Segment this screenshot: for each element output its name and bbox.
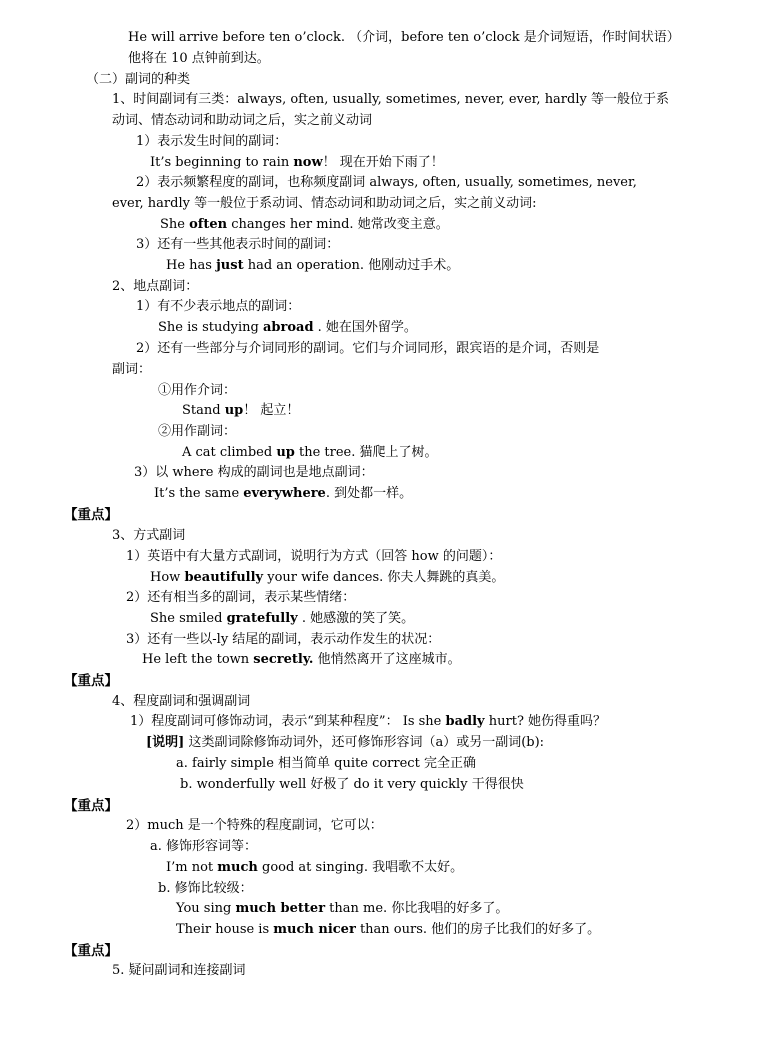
text-line — [182, 401, 299, 421]
text-segment: She — [160, 217, 190, 232]
text-segment: your wife dances. 你夫人舞跳的真美。 — [263, 570, 505, 585]
text-segment: 【重点】 — [64, 507, 118, 523]
text-segment: than ours. 他们的房子比我们的好多了。 — [355, 922, 601, 937]
text-segment: hurt? 她伤得重吗？ — [484, 714, 607, 729]
bold-word: up — [224, 403, 244, 418]
text-segment: I’m not — [166, 860, 218, 875]
text-segment: She smiled — [150, 611, 227, 626]
text-line — [136, 132, 287, 152]
text-segment: 【重点】 — [64, 943, 118, 959]
text-segment: 1）英语中有大量方式副词，说明行为方式（回答 how 的问题）： — [126, 549, 502, 564]
key-point-marker — [64, 941, 118, 961]
text-segment: 3、方式副词 — [112, 528, 186, 543]
text-segment: ever, hardly 等一般位于系动词、情态动词和助动词之后，实之前义动词: — [112, 196, 537, 211]
text-line — [126, 588, 355, 608]
text-segment: She is studying — [158, 320, 263, 335]
text-segment: 【重点】 — [64, 798, 118, 814]
text-line — [150, 153, 444, 173]
text-line — [136, 173, 637, 193]
text-line — [136, 297, 300, 317]
text-line — [158, 422, 236, 442]
text-segment: He left the town — [142, 652, 254, 667]
text-segment: 5. 疑问副词和连接副词 — [112, 963, 246, 978]
text-segment: 3）还有一些以-ly 结尾的副词，表示动作发生的状况： — [126, 632, 441, 647]
text-segment: b. 修饰比较级： — [158, 881, 253, 896]
text-line — [176, 754, 476, 774]
text-segment: 2）表示频繁程度的副词，也称频度副词 always, often, usually, sometimes, never, — [136, 175, 637, 190]
bold-word: abroad — [262, 320, 314, 335]
text-line — [180, 775, 524, 795]
text-line — [128, 49, 270, 69]
text-segment: 1）表示发生时间的副词： — [136, 134, 288, 149]
text-line — [158, 879, 253, 899]
text-segment: Stand — [182, 403, 225, 418]
text-segment: You sing — [176, 901, 236, 916]
text-line — [150, 568, 504, 588]
bold-word: much nicer — [273, 922, 356, 937]
text-segment: 4、程度副词和强调副词 — [112, 694, 251, 709]
text-line — [112, 194, 536, 214]
text-segment: 2）还有相当多的副词，表示某些情绪： — [126, 590, 356, 605]
text-segment: the tree. 猫爬上了树。 — [294, 445, 438, 460]
bold-word: badly — [445, 714, 485, 729]
text-segment: b. wonderfully well 好极了 do it very quickly 干得很快 — [180, 777, 524, 792]
text-line — [136, 339, 599, 359]
text-line — [112, 360, 151, 380]
text-segment: a. 修饰形容词等： — [150, 839, 258, 854]
text-line — [136, 235, 339, 255]
bold-word: often — [189, 217, 228, 232]
text-line — [134, 463, 374, 483]
bold-word: much — [217, 860, 258, 875]
text-segment: 1）有不少表示地点的副词： — [136, 299, 301, 314]
text-segment: It’s the same — [154, 486, 244, 501]
key-point-marker — [64, 671, 118, 691]
text-line — [146, 733, 544, 753]
text-line — [158, 381, 236, 401]
bold-word: gratefully — [226, 611, 298, 626]
text-line — [128, 28, 680, 48]
bold-word: up — [276, 445, 295, 460]
text-line — [150, 837, 257, 857]
text-segment: He has — [166, 258, 217, 273]
text-segment: ①用作介词： — [158, 383, 237, 398]
text-segment: 2、地点副词： — [112, 279, 199, 294]
bold-word: [说明] — [146, 735, 185, 750]
text-line — [112, 692, 250, 712]
text-line — [182, 443, 438, 463]
text-line — [150, 609, 414, 629]
text-segment: 他悄然离开了这座城市。 — [313, 652, 461, 667]
bold-word: now — [293, 155, 323, 170]
text-segment: ！ 现在开始下雨了！ — [322, 155, 444, 170]
bold-word: secretly. — [253, 652, 314, 667]
text-segment: 1）程度副词可修饰动词，表示“到某种程度”： Is she — [130, 714, 446, 729]
text-line — [176, 920, 600, 940]
text-segment: ②用作副词： — [158, 424, 237, 439]
text-segment: good at singing. 我唱歌不太好。 — [257, 860, 464, 875]
text-segment: 2）还有一些部分与介词同形的副词。它们与介词同形，跟宾语的是介词，否则是 — [136, 341, 600, 356]
text-line — [126, 816, 383, 836]
text-line — [112, 90, 669, 110]
text-line — [112, 277, 198, 297]
text-segment: 副词： — [112, 362, 152, 377]
text-line — [126, 630, 440, 650]
text-segment: than me. 你比我唱的好多了。 — [325, 901, 509, 916]
text-segment: He will arrive before ten o’clock. （介词，before ten o’clock 是介词短语，作时间状语） — [128, 30, 680, 45]
text-line — [112, 111, 372, 131]
text-segment: 3）还有一些其他表示时间的副词： — [136, 237, 340, 252]
key-point-marker — [64, 505, 118, 525]
text-segment: a. fairly simple 相当简单 quite correct 完全正确 — [176, 756, 476, 771]
key-point-marker — [64, 796, 118, 816]
text-segment: . 她感激的笑了笑。 — [297, 611, 415, 626]
text-segment: It’s beginning to rain — [150, 155, 294, 170]
text-segment: ！ 起立！ — [243, 403, 300, 418]
text-line — [112, 961, 246, 981]
text-line — [176, 899, 508, 919]
text-line — [142, 650, 461, 670]
text-line — [126, 547, 501, 567]
text-line — [166, 858, 463, 878]
text-segment: Their house is — [176, 922, 274, 937]
bold-word: everywhere — [243, 486, 326, 501]
bold-word: much better — [235, 901, 326, 916]
text-segment: changes her mind. 她常改变主意。 — [227, 217, 449, 232]
text-line — [166, 256, 459, 276]
text-line — [112, 526, 185, 546]
text-segment: . 她在国外留学。 — [313, 320, 417, 335]
text-segment: had an operation. 他刚动过手术。 — [243, 258, 460, 273]
text-segment: 3）以 where 构成的副词也是地点副词： — [134, 465, 374, 480]
text-line — [86, 70, 190, 90]
text-line — [160, 215, 449, 235]
text-segment: 动词、情态动词和助动词之后，实之前义动词 — [112, 113, 373, 128]
text-line — [130, 712, 606, 732]
text-segment: 这类副词除修饰动词外，还可修饰形容词（a）或另一副词(b): — [184, 735, 545, 750]
text-segment: A cat climbed — [182, 445, 277, 460]
text-segment: 1、时间副词有三类：always, often, usually, sometimes, never, ever, hardly 等一般位于系 — [112, 92, 669, 107]
text-segment: 2）much 是一个特殊的程度副词，它可以： — [126, 818, 383, 833]
bold-word: just — [216, 258, 244, 273]
text-line — [154, 484, 412, 504]
text-segment: 他将在 10 点钟前到达。 — [128, 51, 270, 66]
bold-word: beautifully — [184, 570, 264, 585]
text-segment: （二）副词的种类 — [86, 72, 191, 87]
text-segment: . 到处都一样。 — [325, 486, 413, 501]
text-segment: 【重点】 — [64, 673, 118, 689]
text-line — [158, 318, 417, 338]
text-segment: How — [150, 570, 185, 585]
